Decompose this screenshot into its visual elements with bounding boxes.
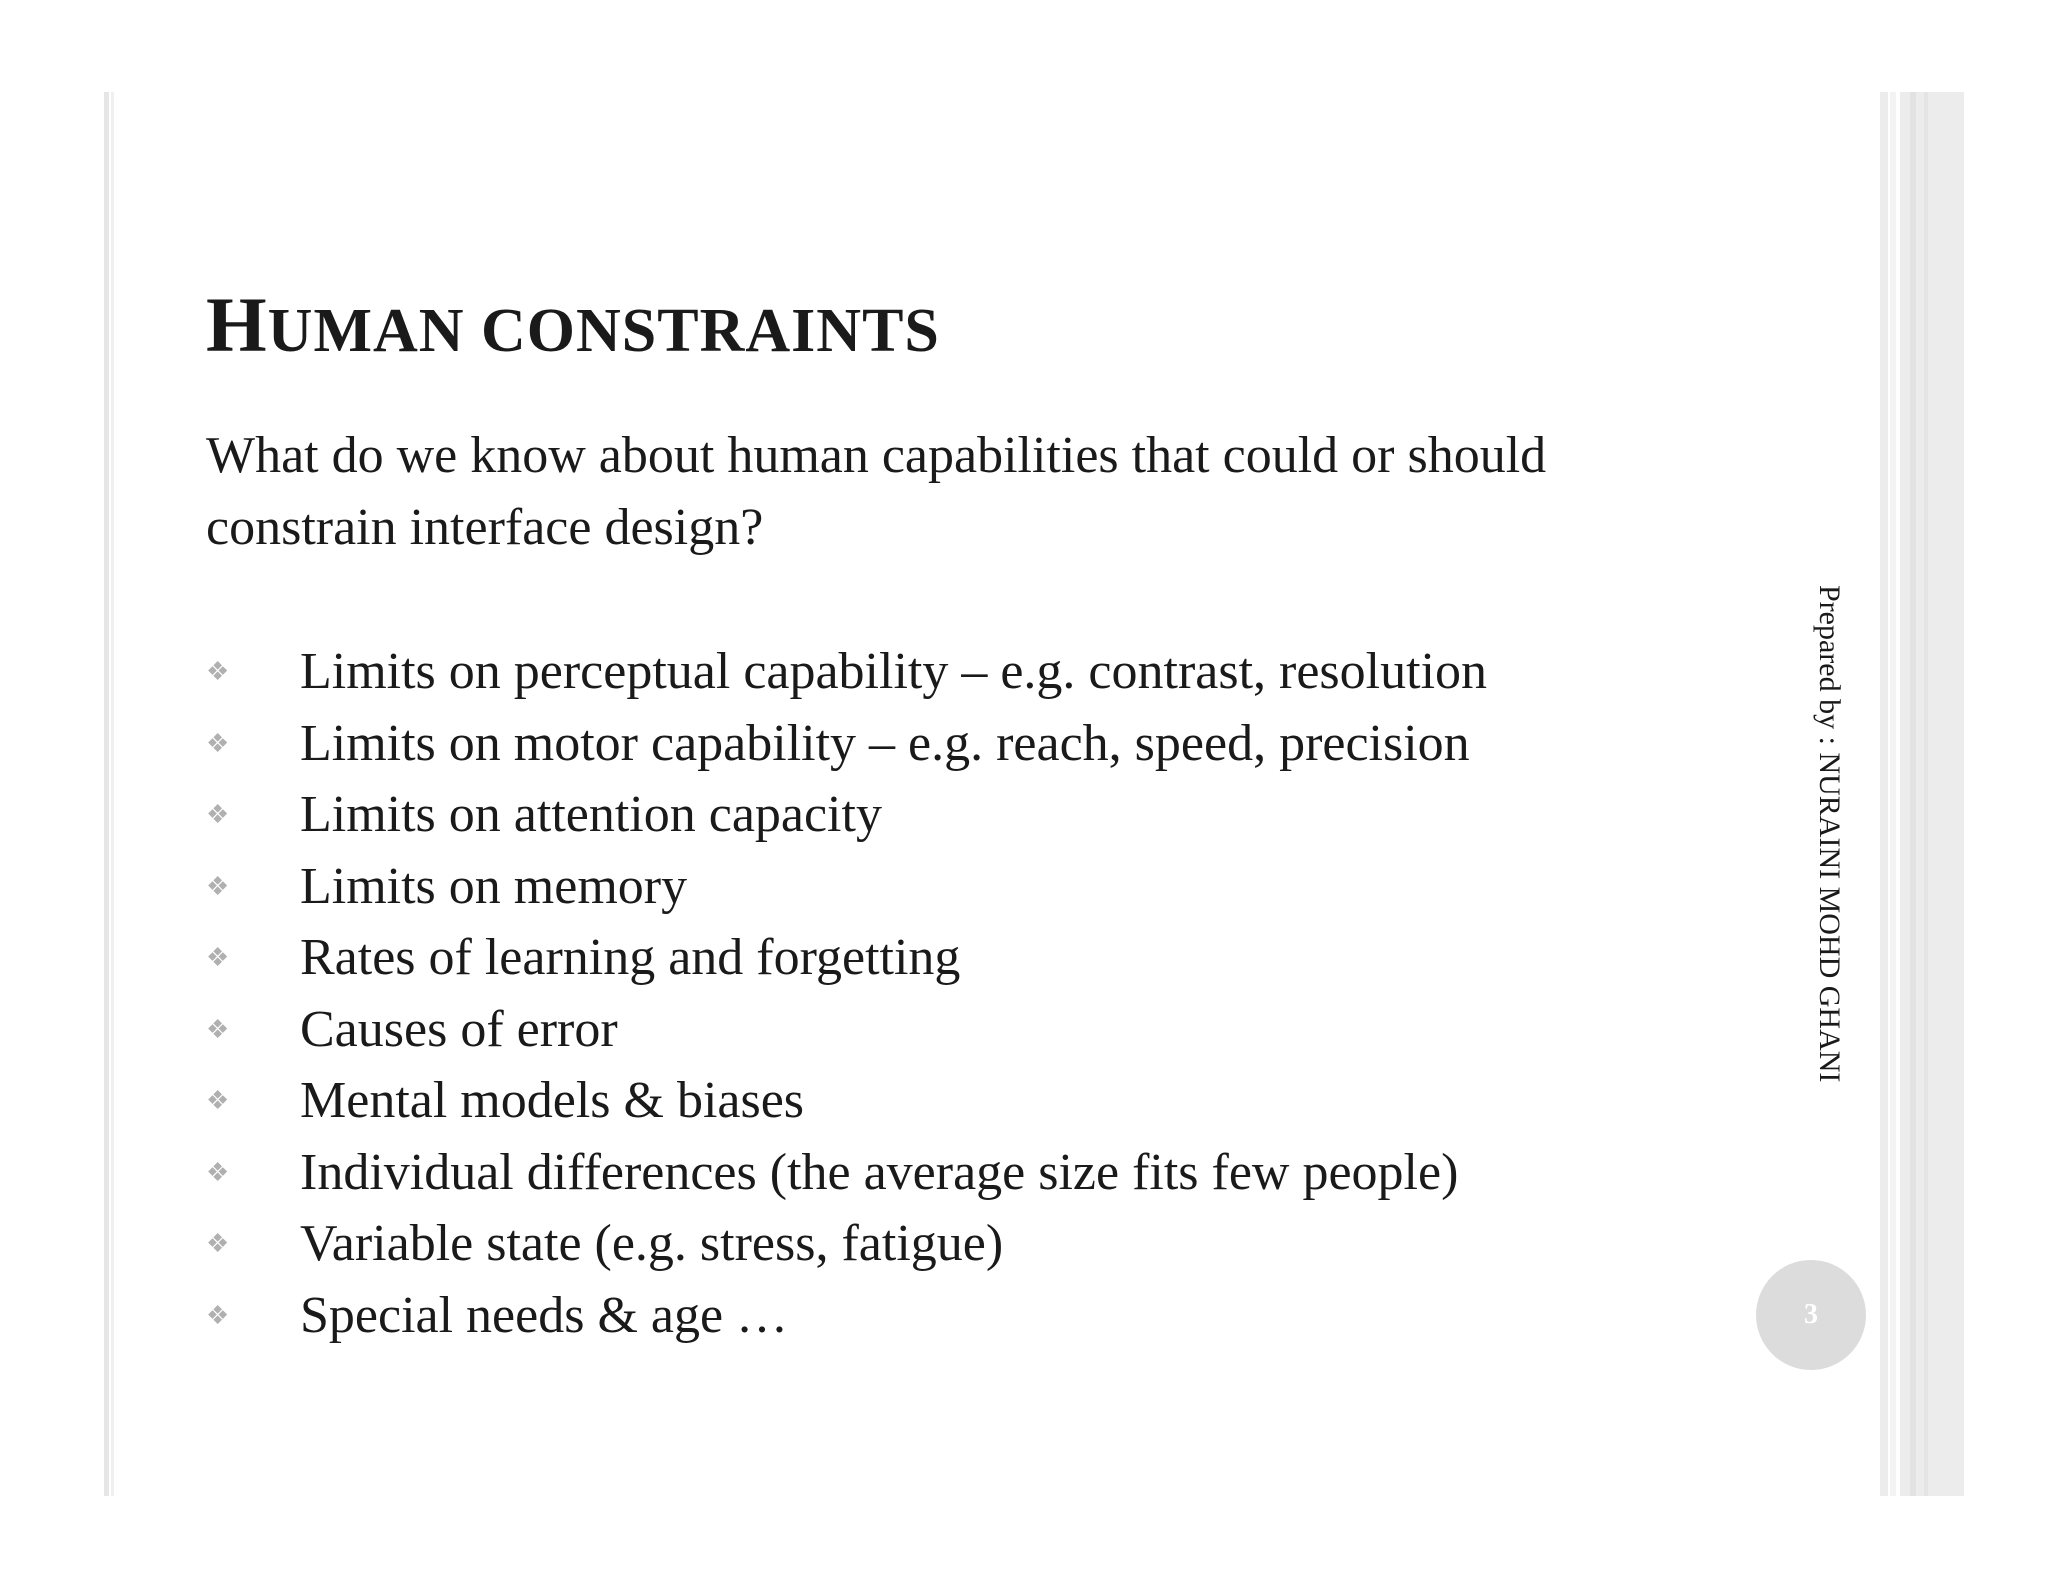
slide-title-rest: UMAN CONSTRAINTS	[267, 297, 940, 365]
diamond-bullet-icon: ❖	[206, 1086, 230, 1115]
diamond-bullet-icon: ❖	[206, 1300, 230, 1330]
diamond-bullet-icon: ❖	[206, 728, 230, 758]
left-border-rule	[104, 92, 109, 1496]
list-item	[206, 922, 1487, 994]
bullet-list	[206, 636, 1487, 1351]
diamond-bullet-icon: ❖	[206, 1229, 230, 1258]
slide-title	[206, 281, 940, 368]
page-number: 3	[1804, 1299, 1818, 1330]
list-item-text: Individual differences (the average size fits few people)	[300, 1143, 1459, 1201]
list-item	[206, 1065, 1487, 1137]
diamond-bullet-icon: ❖	[206, 943, 230, 972]
list-item-text: Rates of learning and forgetting	[300, 929, 961, 986]
right-border-band	[1910, 92, 1916, 1496]
diamond-bullet-icon: ❖	[206, 1014, 230, 1044]
right-border-band	[1890, 92, 1896, 1496]
list-item-text: Causes of error	[300, 1000, 618, 1058]
list-item-text: Variable state (e.g. stress, fatigue)	[300, 1215, 1004, 1272]
list-item-text: Limits on attention capacity	[300, 786, 882, 843]
diamond-bullet-icon: ❖	[206, 871, 230, 901]
list-item	[206, 851, 1487, 923]
right-border-band	[1924, 92, 1928, 1496]
intro-question: What do we know about human capabilities that could or should constrain interface design?	[206, 427, 1547, 556]
left-border-rule-inner	[111, 92, 114, 1496]
list-item	[206, 636, 1487, 708]
list-item-text: Limits on motor capability – e.g. reach, speed, precision	[300, 714, 1470, 772]
right-border-band	[1880, 92, 1888, 1496]
slide-title-initial: H	[206, 281, 268, 368]
list-item-text: Mental models & biases	[300, 1072, 805, 1129]
list-item	[206, 708, 1487, 780]
page-number-badge	[1756, 1260, 1866, 1370]
list-item	[206, 779, 1487, 851]
list-item-text: Limits on perceptual capability – e.g. contrast, resolution	[300, 643, 1488, 700]
list-item	[206, 1280, 1487, 1352]
diamond-bullet-icon: ❖	[206, 657, 230, 686]
list-item	[206, 1208, 1487, 1280]
diamond-bullet-icon: ❖	[206, 1157, 230, 1187]
diamond-bullet-icon: ❖	[206, 800, 230, 829]
list-item	[206, 994, 1487, 1066]
list-item	[206, 1137, 1487, 1209]
list-item-text: Special needs & age …	[300, 1286, 789, 1344]
list-item-text: Limits on memory	[300, 857, 688, 915]
author-credit: Prepared by : NURAINI MOHD GHANI	[1813, 585, 1846, 1083]
